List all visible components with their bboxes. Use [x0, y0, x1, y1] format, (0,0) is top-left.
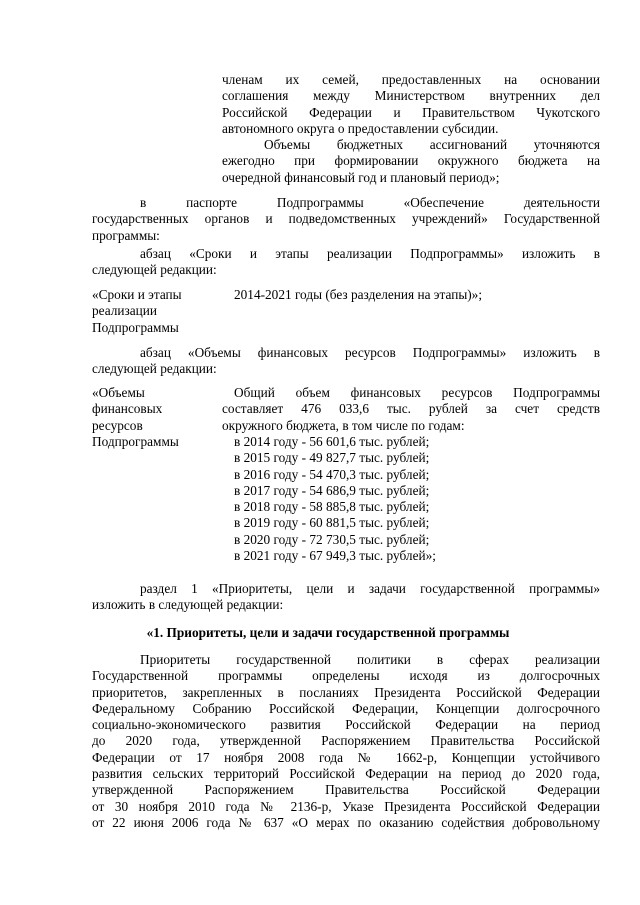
text-line: Общий объем финансовых ресурсов Подпрограммы	[234, 385, 600, 400]
text-line: следующей редакции:	[92, 262, 217, 278]
body-paragraph	[92, 652, 600, 831]
text-line: Приоритеты государственной политики в сферах реализации	[140, 652, 600, 667]
text-line: приоритетов, закрепленных в посланиях Президента Российской Федерации	[92, 684, 600, 700]
text-line: 2014-2021 годы (без разделения на этапы)»;	[234, 287, 483, 302]
text-line: изложить в следующей редакции:	[92, 597, 284, 613]
terms-label	[92, 287, 222, 336]
text-line: Федерации от 17 ноября 2008 года № 1662-р, Концепции устойчивого	[92, 749, 600, 765]
abzac-finance-paragraph	[92, 345, 600, 378]
text-line: составляет 476 033,6 тыс. рублей за счет средств	[222, 401, 600, 417]
finance-years	[234, 434, 600, 564]
text-line: программы:	[92, 227, 160, 243]
year-line: в 2019 году - 60 881,5 тыс. рублей;	[234, 515, 430, 531]
text-line: Федеральному Собранию Российской Федерации, Концепции долгосрочного	[92, 700, 600, 716]
text-line: развития сельских территорий Российской Федерации на период до 2020 года,	[92, 766, 600, 782]
text-line: очередной финансовый год и плановый период»;	[222, 169, 500, 185]
section-heading: «1. Приоритеты, цели и задачи государственной программы	[146, 625, 510, 640]
finance-text	[222, 385, 600, 434]
text-line: автономного округа о предоставлении субсидии.	[222, 120, 499, 136]
top-paragraph	[222, 72, 600, 137]
text-line: членам их семей, предоставленных на основании	[222, 72, 600, 87]
text-line: до 2020 года, утвержденной Распоряжением Правительства Российской	[92, 733, 600, 749]
finance-label	[92, 385, 222, 450]
text-line: Подпрограммы	[92, 433, 179, 449]
year-line: в 2016 году - 54 470,3 тыс. рублей;	[234, 466, 430, 482]
text-line: Подпрограммы	[92, 319, 179, 335]
abzac-terms-paragraph	[92, 246, 600, 279]
text-line: «Сроки и этапы	[92, 287, 182, 302]
volumes-paragraph	[222, 137, 600, 186]
text-line: утвержденной Распоряжением Правительства Российской Федерации	[92, 782, 600, 798]
text-line: ресурсов	[92, 417, 143, 433]
text-line: социально-экономического развития Российской Федерации на период	[92, 717, 600, 733]
year-line: в 2017 году - 54 686,9 тыс. рублей;	[234, 482, 430, 498]
text-line: финансовых	[92, 401, 163, 417]
text-line: от 30 ноября 2010 года № 2136-р, Указе Президента Российской Федерации	[92, 798, 600, 814]
text-line: абзац «Сроки и этапы реализации Подпрограммы» изложить в	[140, 246, 600, 261]
year-line: в 2020 году - 72 730,5 тыс. рублей;	[234, 531, 430, 547]
text-line: ежегодно при формировании окружного бюджета на	[222, 153, 600, 169]
text-line: Объемы бюджетных ассигнований уточняются	[264, 137, 600, 152]
text-line: окружного бюджета, в том числе по годам:	[222, 417, 465, 433]
text-line: раздел 1 «Приоритеты, цели и задачи государственной программы»	[140, 581, 600, 596]
year-line: в 2015 году - 49 827,7 тыс. рублей;	[234, 450, 430, 466]
passport-paragraph	[92, 195, 600, 244]
section-paragraph	[92, 581, 600, 614]
text-line: реализации	[92, 303, 157, 319]
text-line: следующей редакции:	[92, 361, 217, 377]
text-line: «Объемы	[92, 385, 145, 400]
text-line: Государственной программы определены исходя из долгосрочных	[92, 668, 600, 684]
year-line: в 2021 году - 67 949,3 тыс. рублей»;	[234, 548, 436, 564]
terms-value	[234, 287, 600, 303]
year-line: в 2018 году - 58 885,8 тыс. рублей;	[234, 499, 430, 515]
text-line: Российской Федерации и Правительством Чукотского	[222, 104, 600, 120]
text-line: в паспорте Подпрограммы «Обеспечение деятельности	[140, 195, 600, 210]
text-line: от 22 июня 2006 года № 637 «О мерах по оказанию содействия добровольному	[92, 814, 600, 830]
text-line: абзац «Объемы финансовых ресурсов Подпрограммы» изложить в	[140, 345, 600, 360]
text-line: соглашения между Министерством внутренних дел	[222, 88, 600, 104]
text-line: государственных органов и подведомственных учреждений» Государственной	[92, 211, 600, 227]
year-line: в 2014 году - 56 601,6 тыс. рублей;	[234, 434, 430, 449]
